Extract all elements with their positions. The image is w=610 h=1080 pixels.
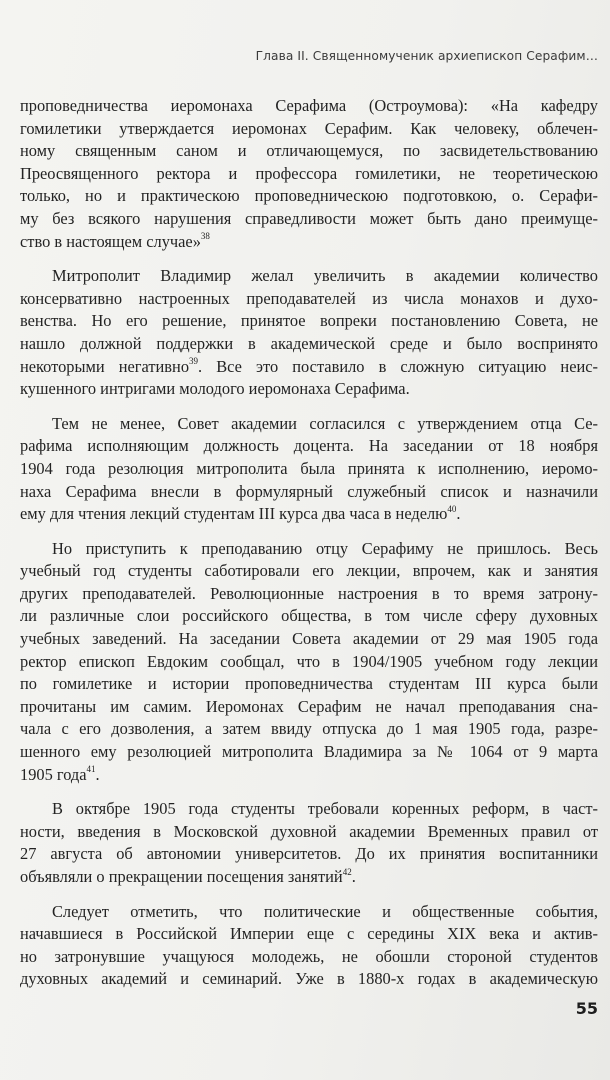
text-line — [20, 866, 598, 889]
text-line — [20, 208, 598, 231]
line-text: Но приступить к преподаванию отцу Серафиму не пришлось. Весь — [52, 538, 598, 558]
line-text: прочитаны им самим. Иеромонах Серафим не начал преподавания сна- — [20, 696, 598, 716]
text-line — [20, 821, 598, 844]
line-text-after-note: . — [456, 504, 461, 524]
line-text: только, но и практическою проповедническою подготовкою, о. Серафи- — [20, 186, 598, 206]
text-line — [20, 413, 598, 436]
text-line — [20, 968, 598, 991]
text-line — [20, 163, 598, 186]
line-text: проповедничества иеромонаха Серафима (Остроумова): «На кафедру — [20, 96, 598, 115]
line-text: ному священным саном и отличающемуся, по засвидетельствованию — [20, 141, 598, 161]
text-line — [20, 718, 598, 741]
line-text: В октябре 1905 года студенты требовали коренных реформ, в част- — [52, 799, 598, 819]
line-text-after-note: . — [351, 867, 356, 886]
paragraph — [20, 95, 598, 253]
line-text: по гомилетике и истории проповедничества студентам III курса были — [20, 674, 598, 694]
line-text: начавшиеся в Российской Империи еще с середины XIX века и актив- — [20, 924, 598, 944]
body-text — [20, 95, 598, 1003]
line-text: чала с его дозволения, а затем ввиду отпуска до 1 мая 1905 года, разре- — [20, 719, 598, 739]
text-line — [20, 605, 598, 628]
text-line — [20, 843, 598, 866]
line-text: венства. Но его решение, принятое вопреки постановлению Совета, не — [20, 311, 598, 331]
line-text: ректор епископ Евдоким сообщал, что в 1904/1905 учебном году лекции — [20, 651, 598, 671]
line-text-after-note: . — [95, 764, 100, 784]
line-text: ему для чтения лекций студентам III курса два часа в неделю — [20, 504, 448, 524]
footnote-ref[interactable]: 38 — [200, 231, 210, 242]
text-line — [20, 310, 598, 333]
line-text: 27 августа об автономии университетов. До их принятия воспитанники — [20, 844, 598, 864]
text-line — [20, 458, 598, 481]
text-line — [20, 140, 598, 163]
line-text: наха Серафима внесли в формулярный служебный список и назначили — [20, 481, 598, 501]
line-text: Следует отметить, что политические и общественные события, — [52, 901, 598, 921]
line-text: Тем не менее, Совет академии согласился с утверждением отца Се- — [52, 413, 598, 433]
text-line — [20, 651, 598, 674]
text-line — [20, 628, 598, 651]
line-text-after-note: . Все это поставило в сложную ситуацию неис- — [198, 356, 598, 376]
paragraph — [20, 798, 598, 888]
paragraph — [20, 901, 598, 991]
line-text: но затронувшие учащуюся молодежь, не обошли стороной студентов — [20, 946, 598, 966]
text-line — [20, 946, 598, 969]
text-line — [20, 118, 598, 141]
line-text: 1904 года резолюция митрополита была принята к исполнению, иеромо- — [20, 458, 598, 478]
line-text: 1905 года — [20, 764, 87, 784]
line-text: духовных академий и семинарий. Уже в 1880-х годах в академическую — [20, 969, 598, 989]
footnote-ref[interactable]: 40 — [447, 503, 457, 514]
line-text: объявляли о прекращении посещения занятий — [20, 867, 343, 886]
text-line — [20, 231, 598, 254]
text-line — [20, 923, 598, 946]
line-text: некоторыми негативно — [20, 356, 190, 376]
text-line — [20, 95, 598, 118]
line-text: учебных заведений. На заседании Совета академии от 29 мая 1905 года — [20, 629, 598, 649]
line-text: му без всякого нарушения справедливости может быть дано преимуще- — [20, 208, 598, 228]
footnote-ref[interactable]: 41 — [86, 764, 96, 775]
line-text: ности, введения в Московской духовной академии Временных правил от — [20, 821, 598, 841]
paragraph — [20, 265, 598, 401]
text-line — [20, 378, 598, 401]
paragraph — [20, 538, 598, 787]
text-line — [20, 560, 598, 583]
text-line — [20, 481, 598, 504]
line-text: кушенного интригами молодого иеромонаха Серафима. — [20, 379, 410, 399]
text-line — [20, 696, 598, 719]
text-line — [20, 185, 598, 208]
line-text: гомилетики утверждается иеромонах Серафим. Как человеку, облечен- — [20, 118, 598, 138]
line-text: Митрополит Владимир желал увеличить в академии количество — [52, 266, 598, 286]
text-line — [20, 538, 598, 561]
line-text: других преподавателей. Революционные настроения в то время затрону- — [20, 583, 598, 603]
text-line — [20, 583, 598, 606]
line-text: рафима исполняющим должность доцента. На заседании от 18 ноября — [20, 436, 598, 456]
text-line — [20, 356, 598, 379]
footnote-ref[interactable]: 42 — [342, 866, 352, 877]
text-line — [20, 503, 598, 526]
text-line — [20, 764, 598, 787]
text-line — [20, 798, 598, 821]
line-text: консервативно настроенных преподавателей из числа монахов и духо- — [20, 288, 598, 308]
line-text: ли различные слои российского общества, в том числе сферу духовных — [20, 606, 598, 626]
line-text: нашло должной поддержки в академической среде и было воспринято — [20, 333, 598, 353]
paragraph — [20, 413, 598, 526]
page-number: 55 — [575, 999, 598, 1018]
text-line — [20, 741, 598, 764]
line-text: ство в настоящем случае» — [20, 231, 201, 251]
line-text: учебный год студенты саботировали его лекции, впрочем, как и занятия — [20, 561, 598, 581]
text-line — [20, 333, 598, 356]
line-text: шенного ему резолюцией митрополита Владимира за № 1064 от 9 марта — [20, 742, 598, 762]
text-line — [20, 435, 598, 458]
text-line — [20, 288, 598, 311]
line-text: Преосвященного ректора и профессора гомилетики, не теоретическою — [20, 163, 598, 183]
text-line — [20, 265, 598, 288]
text-line — [20, 901, 598, 924]
text-line — [20, 673, 598, 696]
footnote-ref[interactable]: 39 — [189, 356, 199, 367]
running-header: Глава II. Священномученик архиепископ Серафим… — [255, 49, 598, 63]
